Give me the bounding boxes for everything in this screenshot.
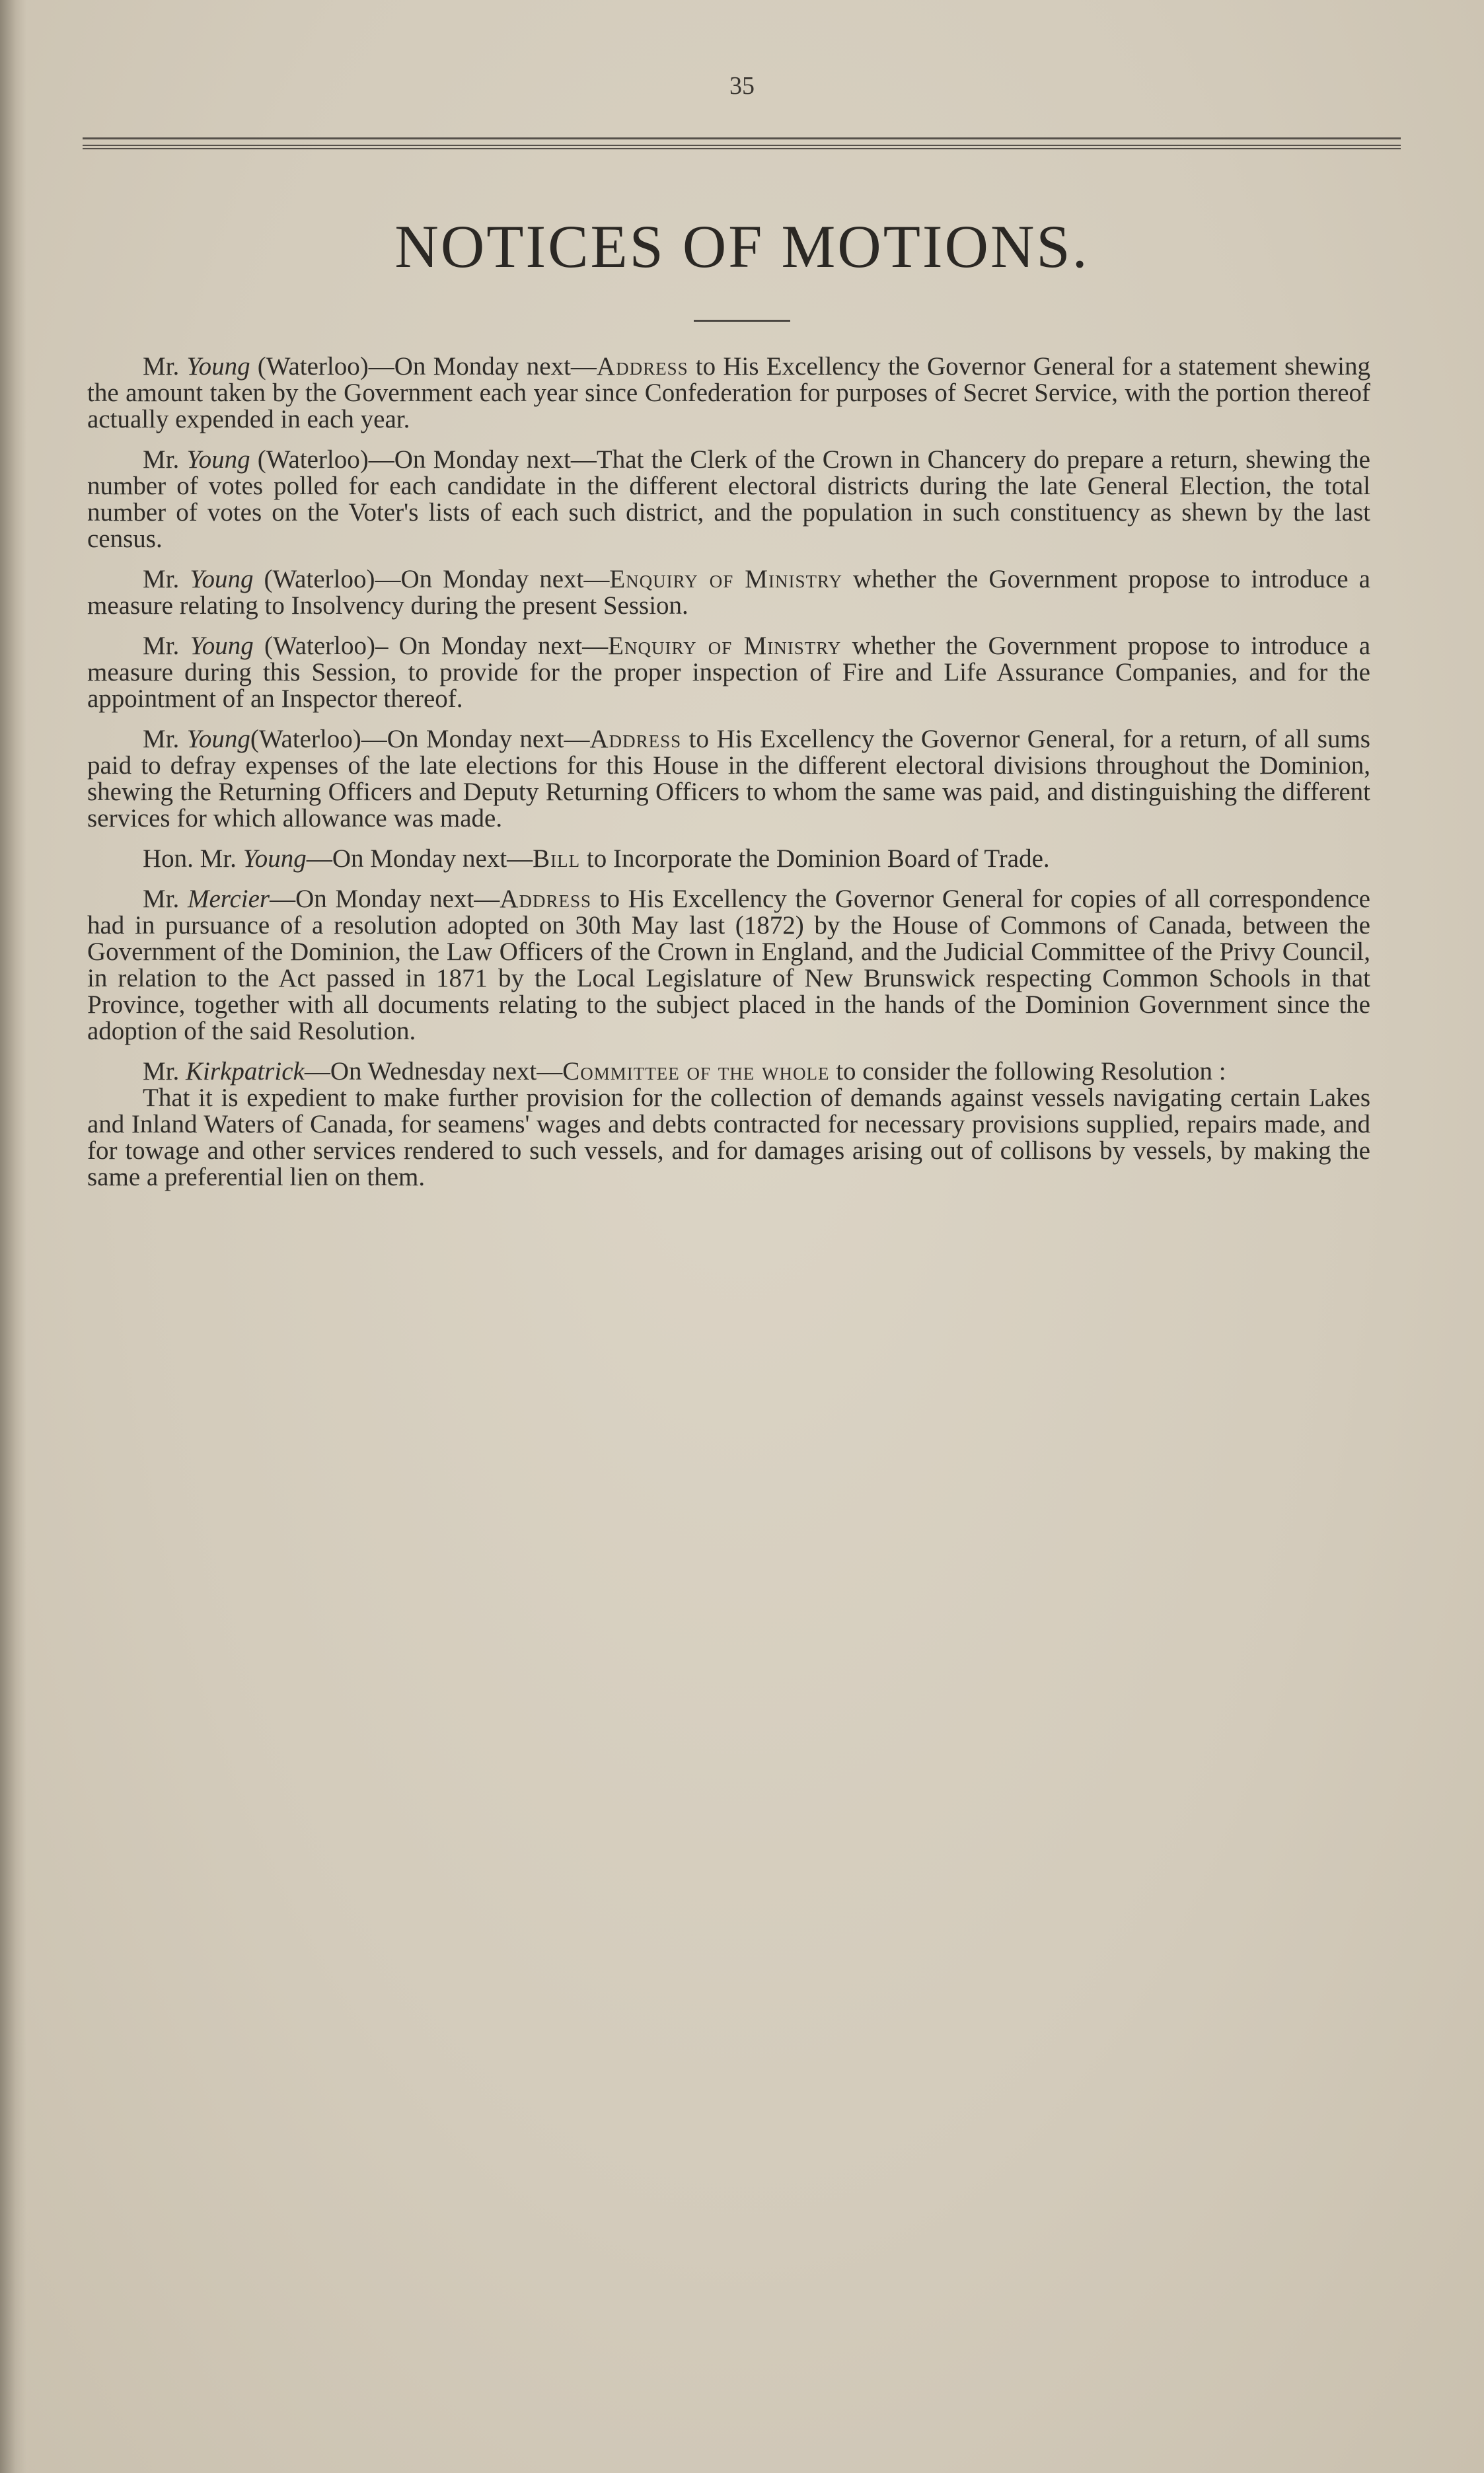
header-rule xyxy=(83,137,1401,139)
motion-date: (Waterloo)—On Monday next— xyxy=(250,445,597,474)
motion-kind: Address xyxy=(589,725,682,753)
motion-text: to His Excellency the Governor General for a statement shewing the amount taken by the Government each year since Confederation for purposes of Secret Service, with the portion thereof actually expended in each year. xyxy=(87,352,1370,433)
member-name: Young xyxy=(242,844,307,873)
page-number: 35 xyxy=(729,72,755,100)
motion-kind: Committee of the whole xyxy=(562,1057,830,1086)
motion-paragraph xyxy=(87,846,1370,872)
motion-paragraph xyxy=(87,886,1370,1045)
motion-paragraph xyxy=(87,633,1370,712)
motion-kind: Bill xyxy=(533,844,581,873)
binding-shadow xyxy=(0,0,26,2473)
motion-prefix: Mr. xyxy=(143,725,187,753)
motion-text: to Incorporate the Dominion Board of Trade. xyxy=(580,844,1050,873)
motion-prefix: Mr. xyxy=(143,885,188,913)
motion-prefix: Mr. xyxy=(143,445,187,474)
motion-date: —On Monday next— xyxy=(306,844,533,873)
motion-date: (Waterloo)—On Monday next— xyxy=(253,565,610,593)
motion-text: to His Excellency the Governor General, for a return, of all sums paid to defray expenses of the late elections for this House in the different electoral divisions throughout the Dominion, shewing the Returning Officers and Deputy Returning Officers to whom the same was paid, and distinguishing the different services for which allowance was made. xyxy=(87,725,1370,832)
member-name: Young xyxy=(186,352,250,381)
resolution-text: That it is expedient to make further provision for the collection of demands against vessels navigating certain Lakes and Inland Waters of Canada, for seamens' wages and debts contracted for necessary provisions supplied, repairs made, and for towage and other services rendered to such vessels, and for damages arising out of collisons by vessels, by making the same a preferential lien on them. xyxy=(87,1084,1370,1191)
motion-paragraph xyxy=(87,726,1370,832)
motions-list xyxy=(87,353,1370,1204)
motion-date: (Waterloo)– On Monday next— xyxy=(253,632,609,660)
motion-prefix: Mr. xyxy=(143,1057,186,1086)
title-rule xyxy=(694,320,790,322)
member-name: Young xyxy=(190,632,254,660)
motion-paragraph xyxy=(87,1058,1370,1085)
motion-prefix: Mr. xyxy=(143,565,190,593)
header-double-rule xyxy=(83,145,1401,149)
member-name: Young xyxy=(190,565,254,593)
motion-paragraph xyxy=(87,353,1370,433)
member-name: Young xyxy=(186,725,250,753)
member-name: Mercier xyxy=(187,885,270,913)
motion-text: That the Clerk of the Crown in Chancery do prepare a return, shewing the number of votes polled for each candidate in the different electoral districts during the late General Election, the total number of votes on the Voter's lists of each such district, and the population in such constituency as shewn by the last census. xyxy=(87,445,1370,553)
motion-text: whether the Government propose to introduce a measure during this Session, to provide for the proper inspection of Fire and Life Assurance Companies, and for the appointment of an Inspector thereof. xyxy=(87,632,1371,713)
page-title: NOTICES OF MOTIONS. xyxy=(394,213,1090,280)
motion-text: to consider the following Resolution : xyxy=(829,1057,1226,1086)
motion-date: (Waterloo)—On Monday next— xyxy=(250,352,597,381)
motion-kind: Address xyxy=(596,352,688,381)
motion-prefix: Hon. Mr. xyxy=(143,844,243,873)
motion-prefix: Mr. xyxy=(143,632,190,660)
motion-date: (Waterloo)—On Monday next— xyxy=(250,725,590,753)
motion-kind: Address xyxy=(500,885,591,913)
motion-text: to His Excellency the Governor General for copies of all correspondence had in pursuance of a resolution adopted on 30th May last (1872) by the House of Commons of Canada, between the Government of the Dominion, the Law Officers of the Crown in England, and the Judicial Committee of the Privy Council, in relation to the Act passed in 1871 by the Local Legislature of New Brunswick respecting Common Schools in that Province, together with all documents relating to the subject placed in the hands of the Dominion Government since the adoption of the said Resolution. xyxy=(87,885,1370,1045)
motion-date: —On Monday next— xyxy=(270,885,500,913)
member-name: Kirkpatrick xyxy=(186,1057,305,1086)
motion-paragraph xyxy=(87,566,1370,619)
motion-text: whether the Government propose to introduce a measure relating to Insolvency during the present Session. xyxy=(87,565,1370,620)
member-name: Young xyxy=(186,445,250,474)
motion-prefix: Mr. xyxy=(143,352,187,381)
motion-kind: Enquiry of Ministry xyxy=(609,565,842,593)
motion-date: —On Wednesday next— xyxy=(304,1057,563,1086)
motion-kind: Enquiry of Ministry xyxy=(608,632,842,660)
motion-paragraph xyxy=(87,447,1370,552)
